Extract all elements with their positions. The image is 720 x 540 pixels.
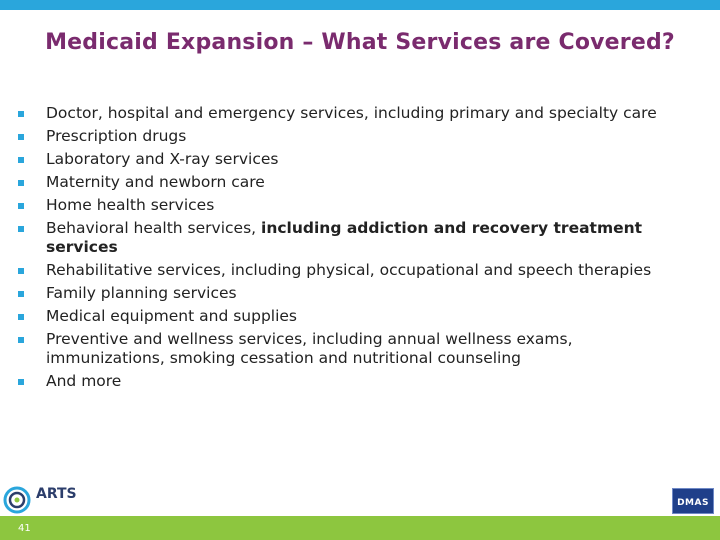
page-number: 41 [18,523,31,534]
arts-logo-text: ARTS [36,486,77,502]
bullet-text: Home health services [46,196,215,214]
bullet-square-icon [18,180,24,186]
bullet-text [46,219,678,257]
bullet-text: Preventive and wellness services, including annual wellness exams, immunizations, smoking cessation and nutritional counseling [46,330,573,367]
bullet-square-icon [18,134,24,140]
bullet-item [18,284,678,303]
bullet-text-bold: including addiction and recovery treatment services [46,219,643,256]
bullet-text: Medical equipment and supplies [46,307,298,325]
bullet-text: And more [46,372,122,390]
arts-emblem-icon [2,484,36,516]
bullet-item [18,330,678,368]
bullet-item [18,372,678,391]
dmas-logo-icon [672,488,714,514]
bullet-item [18,150,678,169]
bullet-text: Prescription drugs [46,127,187,145]
bullet-square-icon [18,314,24,320]
bullet-item [18,307,678,326]
bullet-text: Family planning services [46,284,237,302]
bullet-item [18,104,678,123]
bullet-item [18,173,678,192]
top-accent-bar [0,0,720,10]
bullet-square-icon [18,291,24,297]
bottom-accent-bar [0,516,720,540]
bullet-square-icon [18,203,24,209]
bullet-text: Maternity and newborn care [46,173,265,191]
bullet-text-regular: Behavioral health services, [46,219,262,237]
bullet-item [18,196,678,215]
bullet-square-icon [18,226,24,232]
bullet-item [18,261,678,280]
bullet-text: Rehabilitative services, including physical, occupational and speech therapies [46,261,652,279]
bullet-item [18,127,678,146]
bullet-square-icon [18,379,24,385]
bullet-square-icon [18,157,24,163]
bullet-square-icon [18,337,24,343]
bullet-text: Doctor, hospital and emergency services, including primary and specialty care [46,104,657,122]
dmas-logo-text: DMAS [677,498,709,508]
bullet-item [18,219,678,257]
slide-title: Medicaid Expansion – What Services are Covered? [45,30,675,55]
bullet-square-icon [18,111,24,117]
bullet-list [18,104,678,395]
bullet-square-icon [18,268,24,274]
bullet-text: Laboratory and X-ray services [46,150,279,168]
